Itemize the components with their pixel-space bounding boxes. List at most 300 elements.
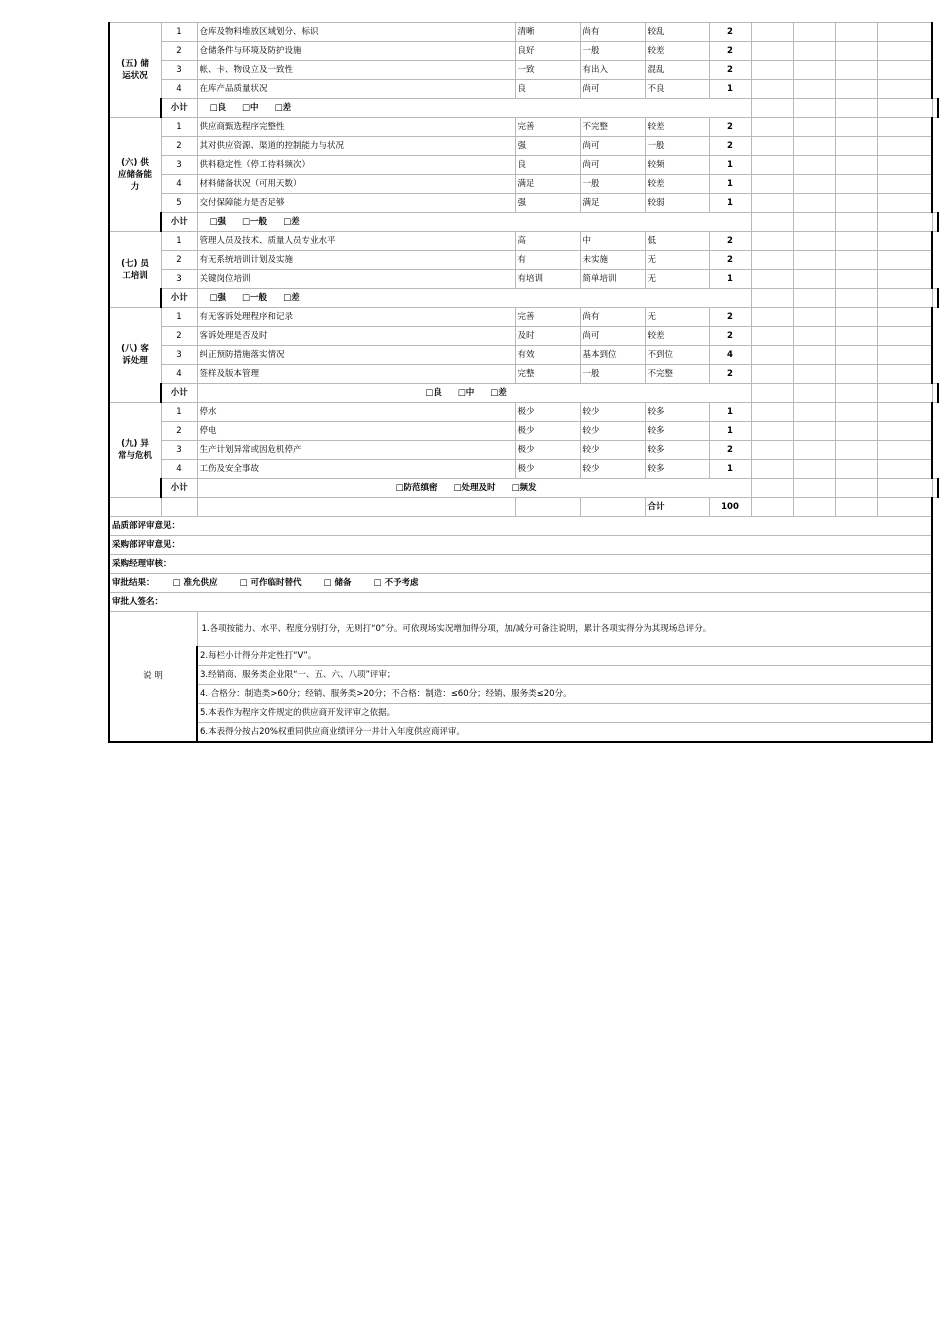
remarks-cell [877,251,932,270]
total-value: 100 [709,498,751,517]
signature-label: 审批人签名： [109,593,932,612]
remarks-cell [877,498,932,517]
item-row [109,80,938,99]
remarks-cell [932,289,938,308]
score-cell [835,308,877,327]
score-cell [793,156,835,175]
item-row [109,175,938,194]
max-score: 2 [709,308,751,327]
item-description: 客诉处理是否及时 [197,327,515,346]
level-high: 有效 [515,346,580,365]
item-row [109,308,938,327]
item-row [109,42,938,61]
score-cell [835,232,877,251]
item-description: 关键岗位培训 [197,270,515,289]
item-number: 1 [161,403,197,422]
subtotal-option-checkbox[interactable]: □频发 [511,482,537,493]
score-cell [793,346,835,365]
subtotal-options [197,479,751,498]
subtotal-row [109,479,938,498]
score-cell [793,403,835,422]
blank-cell [515,498,580,517]
item-number: 4 [161,80,197,99]
level-high: 清晰 [515,23,580,42]
score-cell [793,422,835,441]
score-cell [835,251,877,270]
score-cell [793,365,835,384]
item-description: 签样及版本管理 [197,365,515,384]
subtotal-option-checkbox[interactable]: □中 [242,102,259,113]
remarks-cell [877,137,932,156]
level-medium: 尚可 [580,80,645,99]
subtotal-label: 小计 [161,213,197,232]
level-high: 一致 [515,61,580,80]
section-category: (九) 异常与危机 [109,403,161,498]
level-high: 有培训 [515,270,580,289]
level-low: 无 [645,308,709,327]
item-number: 2 [161,251,197,270]
approval-option-checkbox[interactable]: □ 储备 [323,577,352,588]
remarks-cell [877,42,932,61]
score-cell [835,327,877,346]
item-row [109,270,938,289]
level-medium: 较少 [580,441,645,460]
score-cell [751,23,793,42]
level-high: 良好 [515,42,580,61]
score-cell [751,460,793,479]
note-row [109,685,938,704]
subtotal-option-checkbox[interactable]: □一般 [242,292,268,303]
note-text: 5.本表作为程序文件规定的供应商开发评审之依据。 [197,704,932,723]
level-medium: 尚可 [580,327,645,346]
supplier-evaluation-sheet [108,22,939,743]
level-medium: 尚可 [580,156,645,175]
note-text: 1.各项按能力、水平、程度分别打分，无则打“0”分。可依现场实况增加得分项，加/减分可备注说明，累计各项实得分为其现场总评分。 [197,612,932,647]
score-cell [877,99,932,118]
item-row [109,118,938,137]
subtotal-option-checkbox[interactable]: □强 [209,216,227,227]
score-cell [751,232,793,251]
score-cell [835,384,877,403]
level-low: 较多 [645,441,709,460]
note-row [109,704,938,723]
score-cell [835,479,877,498]
item-number: 2 [161,422,197,441]
note-text: 2.每栏小计得分并定性打“V”。 [197,647,932,666]
score-cell [793,251,835,270]
score-cell [793,460,835,479]
score-cell [793,498,835,517]
remarks-cell [877,346,932,365]
level-medium: 较少 [580,422,645,441]
subtotal-option-checkbox[interactable]: □强 [209,292,227,303]
approval-result-label: 审批结果： [112,577,155,588]
blank-cell [161,498,197,517]
level-low: 不到位 [645,346,709,365]
level-high: 高 [515,232,580,251]
remarks-cell [932,213,938,232]
score-cell [877,479,932,498]
score-cell [835,175,877,194]
max-score: 1 [709,460,751,479]
blank-cell [197,498,515,517]
score-cell [793,270,835,289]
subtotal-row [109,289,938,308]
score-cell [877,289,932,308]
item-description: 停电 [197,422,515,441]
level-low: 较频 [645,156,709,175]
item-description: 纠正预防措施落实情况 [197,346,515,365]
score-cell [751,80,793,99]
score-cell [793,194,835,213]
subtotal-row [109,384,938,403]
max-score: 1 [709,194,751,213]
remarks-cell [877,403,932,422]
item-number: 1 [161,232,197,251]
score-cell [751,479,793,498]
remarks-cell [877,460,932,479]
remarks-cell [877,365,932,384]
item-number: 1 [161,118,197,137]
total-label: 合计 [645,498,709,517]
note-row [109,612,938,647]
manager-review-label: 采购经理审核： [109,555,932,574]
score-cell [793,327,835,346]
max-score: 1 [709,422,751,441]
max-score: 2 [709,232,751,251]
remarks-cell [877,232,932,251]
score-cell [793,175,835,194]
note-row [109,723,938,743]
max-score: 2 [709,118,751,137]
remarks-cell [877,441,932,460]
approval-result [109,574,932,593]
note-row [109,666,938,685]
score-cell [835,346,877,365]
item-row [109,194,938,213]
level-medium: 较少 [580,460,645,479]
score-cell [751,137,793,156]
level-low: 低 [645,232,709,251]
score-cell [751,194,793,213]
score-cell [835,156,877,175]
score-cell [793,441,835,460]
score-cell [835,80,877,99]
remarks-cell [877,308,932,327]
approval-option-checkbox[interactable]: □ 准允供应 [172,577,218,588]
max-score: 2 [709,251,751,270]
level-low: 较差 [645,175,709,194]
score-cell [835,441,877,460]
purchasing-review-row [109,536,938,555]
score-cell [751,422,793,441]
max-score: 1 [709,175,751,194]
score-cell [751,270,793,289]
score-cell [835,99,877,118]
subtotal-option-checkbox[interactable]: □处理及时 [453,482,496,493]
item-row [109,422,938,441]
item-number: 1 [161,308,197,327]
item-row [109,137,938,156]
quality-review-row [109,517,938,536]
subtotal-options [197,213,751,232]
level-medium: 简单培训 [580,270,645,289]
purchasing-review-label: 采购部评审意见： [109,536,932,555]
level-low: 较差 [645,42,709,61]
item-description: 有无客诉处理程序和记录 [197,308,515,327]
item-number: 1 [161,23,197,42]
score-cell [877,384,932,403]
score-cell [751,213,793,232]
subtotal-option-checkbox[interactable]: □差 [274,102,292,113]
item-description: 有无系统培训计划及实施 [197,251,515,270]
level-high: 完善 [515,118,580,137]
level-medium: 尚有 [580,308,645,327]
score-cell [835,365,877,384]
item-number: 2 [161,42,197,61]
item-number: 5 [161,194,197,213]
remarks-cell [877,270,932,289]
item-description: 停水 [197,403,515,422]
score-cell [793,308,835,327]
item-number: 2 [161,137,197,156]
max-score: 2 [709,137,751,156]
level-low: 较弱 [645,194,709,213]
section-category: (六) 供应储备能力 [109,118,161,232]
item-number: 4 [161,460,197,479]
item-number: 3 [161,156,197,175]
level-low: 无 [645,270,709,289]
subtotal-row [109,213,938,232]
score-cell [751,384,793,403]
score-cell [835,194,877,213]
score-cell [793,80,835,99]
level-high: 极少 [515,403,580,422]
remarks-cell [877,118,932,137]
subtotal-label: 小计 [161,99,197,118]
level-high: 良 [515,156,580,175]
level-medium: 满足 [580,194,645,213]
item-description: 仓储条件与环境及防护设施 [197,42,515,61]
level-high: 有 [515,251,580,270]
score-cell [751,346,793,365]
remarks-cell [877,175,932,194]
section-category: (八) 客诉处理 [109,308,161,403]
level-medium: 有出入 [580,61,645,80]
max-score: 2 [709,42,751,61]
score-cell [835,422,877,441]
score-cell [835,23,877,42]
max-score: 2 [709,327,751,346]
level-low: 无 [645,251,709,270]
score-cell [835,403,877,422]
item-number: 3 [161,441,197,460]
score-cell [835,61,877,80]
item-description: 材料储备状况（可用天数） [197,175,515,194]
subtotal-option-checkbox[interactable]: □一般 [242,216,268,227]
item-row [109,441,938,460]
item-number: 3 [161,346,197,365]
item-row [109,232,938,251]
subtotal-option-checkbox[interactable]: □良 [425,387,442,398]
item-row [109,156,938,175]
blank-cell [580,498,645,517]
subtotal-option-checkbox[interactable]: □防范缜密 [395,482,438,493]
score-cell [751,156,793,175]
max-score: 2 [709,365,751,384]
score-cell [751,42,793,61]
item-description: 交付保障能力是否足够 [197,194,515,213]
level-high: 强 [515,194,580,213]
remarks-cell [932,99,938,118]
level-high: 极少 [515,422,580,441]
score-cell [835,460,877,479]
level-medium: 一般 [580,365,645,384]
max-score: 2 [709,23,751,42]
item-number: 4 [161,365,197,384]
score-cell [751,118,793,137]
level-high: 完善 [515,308,580,327]
score-cell [793,384,835,403]
item-row [109,327,938,346]
blank-cell [109,498,161,517]
score-cell [793,289,835,308]
score-cell [793,23,835,42]
subtotal-options [197,289,751,308]
level-low: 较多 [645,422,709,441]
level-low: 较多 [645,460,709,479]
item-description: 帐、卡、物设立及一致性 [197,61,515,80]
score-cell [751,289,793,308]
subtotal-row [109,99,938,118]
note-text: 4. 合格分：制造类>60分；经销、服务类>20分；不合格：制造：≤60分；经销、服务类≤20分。 [197,685,932,704]
remarks-cell [932,384,938,403]
level-high: 极少 [515,460,580,479]
subtotal-option-checkbox[interactable]: □差 [490,387,507,398]
score-cell [835,42,877,61]
signature-row [109,593,938,612]
level-high: 满足 [515,175,580,194]
subtotal-option-checkbox[interactable]: □良 [209,102,227,113]
score-cell [751,61,793,80]
total-row [109,498,938,517]
max-score: 1 [709,80,751,99]
level-medium: 中 [580,232,645,251]
subtotal-option-checkbox[interactable]: □差 [283,216,300,227]
score-cell [793,479,835,498]
score-cell [751,308,793,327]
level-low: 较多 [645,403,709,422]
score-cell [835,498,877,517]
level-low: 一般 [645,137,709,156]
level-high: 强 [515,137,580,156]
level-medium: 未实施 [580,251,645,270]
subtotal-option-checkbox[interactable]: □差 [283,292,300,303]
item-description: 在库产品质量状况 [197,80,515,99]
level-low: 混乱 [645,61,709,80]
item-row [109,346,938,365]
remarks-cell [877,156,932,175]
item-row [109,61,938,80]
note-text: 3.经销商、服务类企业限“一、五、六、八项”评审； [197,666,932,685]
max-score: 1 [709,403,751,422]
subtotal-option-checkbox[interactable]: □中 [457,387,475,398]
level-high: 极少 [515,441,580,460]
score-cell [751,175,793,194]
item-description: 其对供应资源、渠道的控制能力与状况 [197,137,515,156]
score-cell [793,213,835,232]
score-cell [793,61,835,80]
level-high: 完整 [515,365,580,384]
score-cell [751,251,793,270]
subtotal-options [197,99,751,118]
section-category: (七) 员工培训 [109,232,161,308]
remarks-cell [877,23,932,42]
level-low: 较差 [645,327,709,346]
level-low: 不良 [645,80,709,99]
manager-review-row [109,555,938,574]
score-cell [793,118,835,137]
level-medium: 基本到位 [580,346,645,365]
score-cell [751,365,793,384]
score-cell [835,118,877,137]
note-row [109,647,938,666]
max-score: 1 [709,270,751,289]
approval-option-checkbox[interactable]: □ 不予考虑 [373,577,419,588]
item-row [109,23,938,42]
item-number: 2 [161,327,197,346]
max-score: 1 [709,156,751,175]
item-row [109,460,938,479]
level-medium: 不完整 [580,118,645,137]
item-description: 供应商甄选程序完整性 [197,118,515,137]
sheet-body [109,23,938,743]
subtotal-label: 小计 [161,289,197,308]
remarks-cell [877,422,932,441]
level-low: 较差 [645,118,709,137]
score-cell [793,42,835,61]
max-score: 2 [709,441,751,460]
level-high: 良 [515,80,580,99]
score-cell [751,498,793,517]
remarks-cell [877,194,932,213]
approval-option-checkbox[interactable]: □ 可作临时替代 [239,577,302,588]
level-medium: 较少 [580,403,645,422]
subtotal-label: 小计 [161,384,197,403]
score-cell [751,327,793,346]
item-description: 生产计划异常或因危机停产 [197,441,515,460]
level-low: 不完整 [645,365,709,384]
section-category: (五) 储运状况 [109,23,161,118]
remarks-cell [932,479,938,498]
score-cell [835,289,877,308]
level-medium: 一般 [580,175,645,194]
level-high: 及时 [515,327,580,346]
level-low: 较乱 [645,23,709,42]
score-cell [793,137,835,156]
score-cell [835,213,877,232]
item-row [109,251,938,270]
max-score: 4 [709,346,751,365]
item-row [109,365,938,384]
note-text: 6.本表得分按占20%权重同供应商业绩评分一并计入年度供应商评审。 [197,723,932,743]
approval-result-row [109,574,938,593]
item-description: 仓库及物料堆放区域划分、标识 [197,23,515,42]
score-cell [835,270,877,289]
score-cell [793,232,835,251]
level-medium: 一般 [580,42,645,61]
notes-label: 说 明 [109,612,197,743]
